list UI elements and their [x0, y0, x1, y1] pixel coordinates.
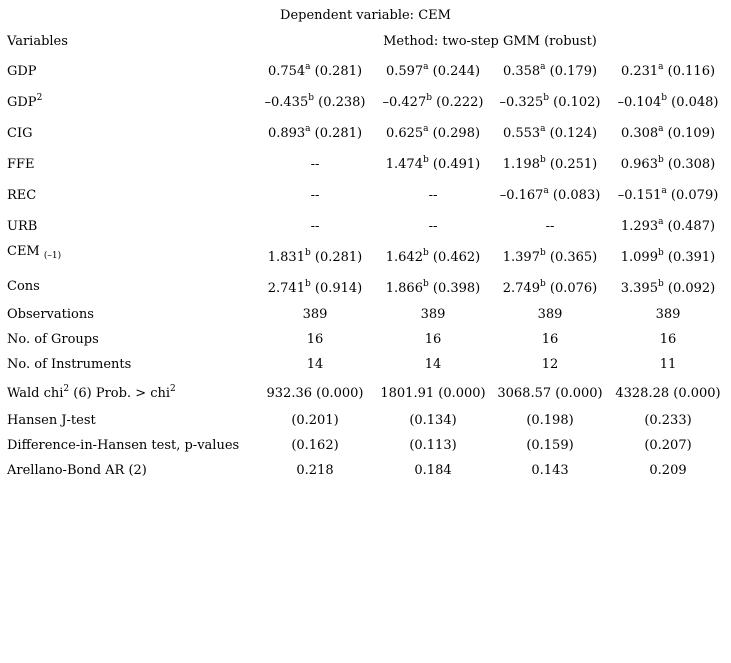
table-title: Dependent variable: CEM — [280, 8, 451, 23]
cell: -- — [428, 219, 438, 234]
cell: 0.184 — [414, 463, 452, 478]
row-label: GDP — [7, 64, 37, 79]
cell: 0.963$^b$ (0.308) — [620, 155, 716, 172]
cell: (0.207) — [644, 438, 692, 453]
table-row — [0, 157, 731, 179]
cell: 0.143 — [531, 463, 569, 478]
header-row — [0, 34, 731, 56]
cell: 0.218 — [296, 463, 334, 478]
row-label: Cons — [7, 279, 40, 294]
table-row — [0, 413, 731, 435]
cell: 1.866$^b$ (0.398) — [385, 279, 481, 296]
row-label: Difference-in-Hansen test, p-values — [7, 438, 240, 453]
cell: (0.162) — [291, 438, 339, 453]
cell: (0.233) — [644, 413, 692, 428]
cell: 0.308$^a$ (0.109) — [620, 124, 716, 141]
cell: 16 — [541, 332, 559, 347]
table-row — [0, 126, 731, 148]
cell: 1.474$^b$ (0.491) — [385, 155, 481, 172]
cell: -- — [310, 157, 320, 172]
cell: (0.113) — [409, 438, 457, 453]
variables-header: Variables — [7, 34, 68, 49]
row-label: Observations — [7, 307, 94, 322]
cell: 0.754$^a$ (0.281) — [267, 62, 363, 79]
cell: -- — [310, 188, 320, 203]
row-label: No. of Groups — [7, 332, 99, 347]
table-row — [0, 357, 731, 379]
cell: -- — [428, 188, 438, 203]
method-header: Method: two-step GMM (robust) — [383, 34, 597, 49]
table-row — [0, 95, 731, 117]
row-label: No. of Instruments — [7, 357, 132, 372]
cell: (0.198) — [526, 413, 574, 428]
table-row — [0, 281, 731, 303]
table-row — [0, 244, 731, 272]
row-label: Arellano-Bond AR (2) — [7, 463, 147, 478]
table-row — [0, 463, 731, 485]
table-row — [0, 332, 731, 354]
row-label: FFE — [7, 157, 35, 172]
cell: 14 — [424, 357, 442, 372]
cell: 4328.28 (0.000) — [615, 386, 721, 401]
table-row — [0, 219, 731, 241]
cell: 1.831$^b$ (0.281) — [267, 248, 363, 265]
cell: 16 — [659, 332, 677, 347]
cell: 0.553$^a$ (0.124) — [502, 124, 598, 141]
cell: 0.625$^a$ (0.298) — [385, 124, 481, 141]
cell: 3.395$^b$ (0.092) — [620, 279, 716, 296]
cell: –0.151$^a$ (0.079) — [617, 186, 719, 203]
row-label: GDP$^2$ — [7, 93, 43, 110]
cell: -- — [310, 219, 320, 234]
cell: –0.435$^b$ (0.238) — [264, 93, 366, 110]
row-label: URB — [7, 219, 38, 234]
row-label: REC — [7, 188, 37, 203]
table-row — [0, 386, 731, 408]
cell: 389 — [302, 307, 328, 322]
cell: 14 — [306, 357, 324, 372]
cell: 1.293$^a$ (0.487) — [620, 217, 716, 234]
cell: 1.198$^b$ (0.251) — [502, 155, 598, 172]
cell: 0.893$^a$ (0.281) — [267, 124, 363, 141]
cell: –0.104$^b$ (0.048) — [617, 93, 719, 110]
table-row — [0, 307, 731, 329]
cell: -- — [545, 219, 555, 234]
cell: 389 — [537, 307, 563, 322]
cell: 3068.57 (0.000) — [497, 386, 603, 401]
cell: –0.167$^a$ (0.083) — [499, 186, 601, 203]
cell: –0.325$^b$ (0.102) — [499, 93, 601, 110]
cell: 0.231$^a$ (0.116) — [620, 62, 716, 79]
cell: 1801.91 (0.000) — [380, 386, 486, 401]
cell: 0.209 — [649, 463, 687, 478]
cell: 932.36 (0.000) — [266, 386, 364, 401]
cell: 16 — [424, 332, 442, 347]
cell: 389 — [420, 307, 446, 322]
cell: –0.427$^b$ (0.222) — [382, 93, 484, 110]
cell: 1.397$^b$ (0.365) — [502, 248, 598, 265]
table-row — [0, 64, 731, 86]
row-label: CEM $_{(-1)}$ — [7, 244, 62, 261]
cell: 389 — [655, 307, 681, 322]
cell: 1.099$^b$ (0.391) — [620, 248, 716, 265]
table-row — [0, 438, 731, 460]
cell: 2.749$^b$ (0.076) — [502, 279, 598, 296]
cell: 11 — [659, 357, 677, 372]
cell: 12 — [541, 357, 559, 372]
cell: 0.358$^a$ (0.179) — [502, 62, 598, 79]
cell: 16 — [306, 332, 324, 347]
row-label: CIG — [7, 126, 33, 141]
cell: (0.134) — [409, 413, 457, 428]
row-label: Wald chi$^2$ (6) Prob. > chi$^2$ — [7, 384, 176, 401]
cell: 1.642$^b$ (0.462) — [385, 248, 481, 265]
cell: 0.597$^a$ (0.244) — [385, 62, 481, 79]
cell: 2.741$^b$ (0.914) — [267, 279, 363, 296]
row-label: Hansen J-test — [7, 413, 96, 428]
cell: (0.201) — [291, 413, 339, 428]
cell: (0.159) — [526, 438, 574, 453]
table-row — [0, 188, 731, 210]
